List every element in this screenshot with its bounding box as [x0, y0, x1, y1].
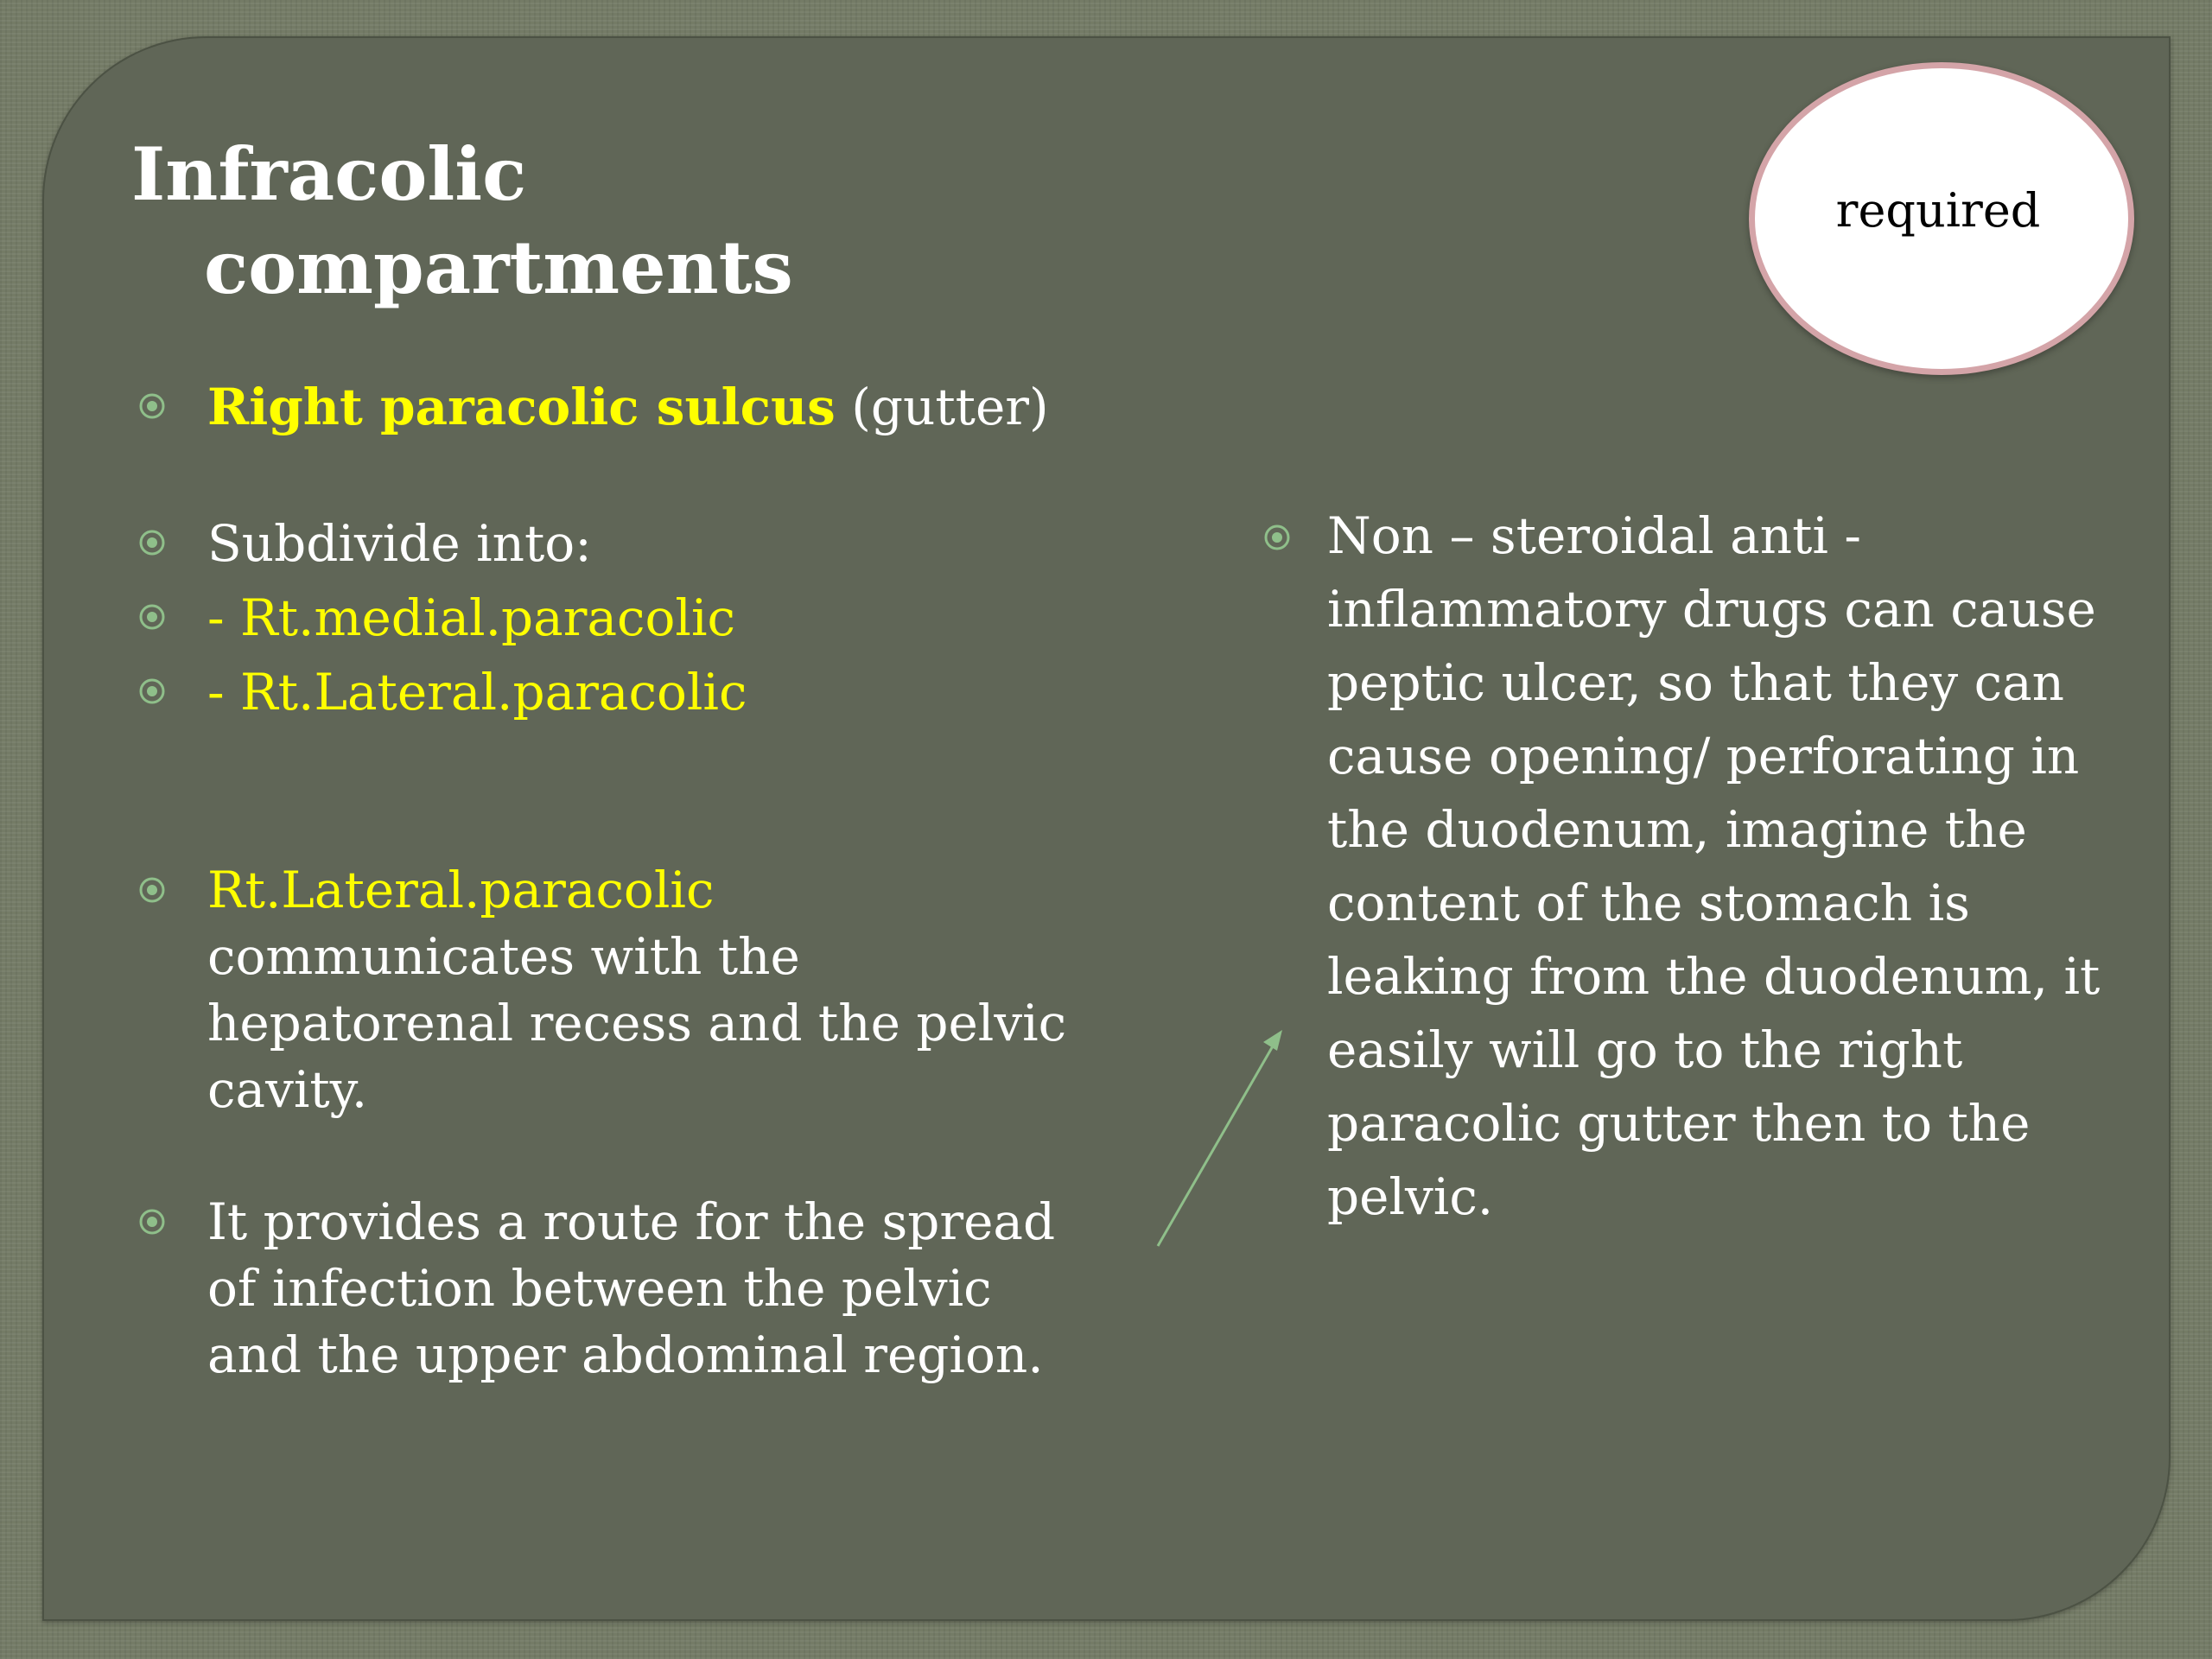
text-line: of infection between the pelvic: [207, 1259, 992, 1318]
note-line: the duodenum, imagine the: [1327, 800, 2027, 859]
note-line: Non – steroidal anti -: [1327, 506, 1862, 565]
text-line: cavity.: [207, 1060, 368, 1119]
note-line: content of the stomach is: [1327, 874, 1970, 932]
bullet-text: [207, 1189, 1055, 1389]
required-badge: [1749, 62, 2134, 375]
bullet-text: - Rt.Lateral.paracolic: [207, 663, 747, 721]
text-line: hepatorenal recess and the pelvic: [207, 994, 1067, 1052]
badge-label: required: [1835, 182, 2041, 238]
highlight-text: Rt.Lateral.paracolic: [207, 861, 715, 919]
circled-dot-icon: [138, 677, 166, 705]
gutter-text: (gutter): [835, 378, 1049, 436]
circled-dot-icon: [138, 876, 166, 904]
note-line: easily will go to the right: [1327, 1020, 1963, 1079]
text-line: It provides a route for the spread: [207, 1192, 1056, 1251]
title-line-2: compartments: [204, 225, 793, 310]
text-line: and the upper abdominal region.: [207, 1325, 1044, 1384]
nsaid-note: [1327, 499, 2191, 1234]
circled-dot-icon: [138, 1208, 166, 1236]
circled-dot-icon: [138, 529, 166, 556]
note-line: inflammatory drugs can cause: [1327, 580, 2096, 639]
circled-dot-icon: [1263, 524, 1291, 551]
note-line: paracolic gutter then to the: [1327, 1094, 2031, 1153]
note-line: peptic ulcer, so that they can: [1327, 653, 2065, 712]
bullet-text: [207, 373, 1049, 441]
title-line-1: Infracolic: [131, 131, 527, 217]
note-line: cause opening/ perforating in: [1327, 727, 2080, 785]
bullet-text: [207, 857, 1066, 1123]
highlight-text: Right paracolic sulcus: [207, 378, 836, 436]
note-line: pelvic.: [1327, 1167, 1494, 1226]
circled-dot-icon: [138, 392, 166, 420]
bullet-text: - Rt.medial.paracolic: [207, 588, 736, 647]
circled-dot-icon: [138, 603, 166, 631]
note-line: leaking from the duodenum, it: [1327, 947, 2101, 1006]
slide-title: [131, 128, 1082, 315]
text-line: communicates with the: [207, 927, 800, 986]
bullet-text: Subdivide into:: [207, 514, 592, 573]
